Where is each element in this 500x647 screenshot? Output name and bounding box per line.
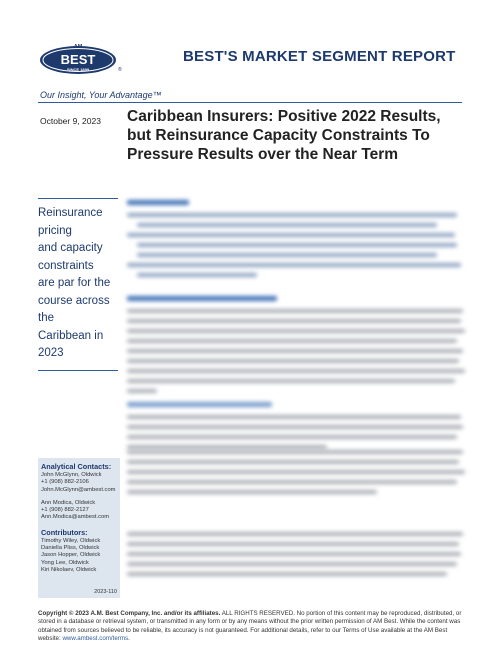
pullquote-line: course across the: [38, 294, 110, 324]
contact-phone: +1 (908) 882-2106: [41, 479, 89, 486]
footer-period: .: [128, 634, 130, 642]
pullquote: [38, 198, 118, 371]
contributor: Jason Hopper, Oldwick: [41, 552, 101, 559]
blurred-section-3: [127, 450, 467, 500]
contacts-box: [38, 458, 120, 598]
svg-text:AM: AM: [73, 44, 83, 50]
blurred-section-1: [127, 296, 467, 399]
am-best-logo: [38, 40, 124, 80]
analytical-contacts-heading: Analytical Contacts:: [41, 462, 112, 471]
report-series-title: BEST'S MARKET SEGMENT REPORT: [183, 48, 456, 65]
page-header: [0, 0, 500, 100]
svg-text:®: ®: [118, 67, 122, 73]
contributors-heading: Contributors:: [41, 527, 88, 537]
blurred-section-4: [127, 532, 467, 582]
blurred-section-2: [127, 402, 467, 455]
contact-name: Ann Modica, Oldwick: [41, 499, 96, 506]
contact-name: John McGlynn, Oldwick: [41, 472, 102, 478]
terms-link[interactable]: www.ambest.com/terms: [62, 634, 129, 642]
header-divider: [38, 102, 462, 103]
contact-email[interactable]: John.McGlynn@ambest.com: [41, 486, 116, 493]
document-number: 2023-110: [94, 589, 117, 595]
rights-text: ALL RIGHTS RESERVED. No portion of this content may be reproduced, distributed, or stored in a database or retrieval system, or transmitted in any form or by any means without the prior written permission of AM Best. While the content was obtained from sources believed to be reliable, its accuracy is not guaranteed. For additional details, refer to our Terms of Use available at the AM Best website:: [38, 610, 462, 642]
blurred-key-takeaways: [127, 200, 467, 283]
report-date: October 9, 2023: [40, 116, 101, 126]
pullquote-line: are par for the: [38, 277, 111, 289]
contributor: Yong Lee, Oldwick: [41, 559, 89, 566]
svg-text:BEST: BEST: [60, 52, 96, 67]
contributor: Kiri Nikolaev, Oldwick: [41, 566, 97, 573]
contributor: Timothy Wiley, Oldwick: [41, 537, 101, 544]
copyright-notice: Copyright © 2023 A.M. Best Company, Inc. and/or its affiliates.: [38, 610, 221, 617]
contact-email[interactable]: Ann.Modica@ambest.com: [41, 514, 110, 521]
tagline: Our Insight, Your Advantage™: [40, 90, 162, 100]
contributor: Daniella Pliss, Oldwick: [41, 545, 100, 552]
pullquote-line: constraints: [38, 259, 94, 272]
pullquote-line: and capacity: [38, 242, 103, 254]
svg-text:SINCE 1899: SINCE 1899: [66, 67, 90, 72]
copyright-footer: [38, 610, 470, 643]
pullquote-line: Reinsurance pricing: [38, 207, 103, 237]
report-title: Caribbean Insurers: Positive 2022 Results, but Reinsurance Capacity Constraints To Pressure Results over the Near Term: [127, 108, 441, 163]
contact-phone: +1 (908) 882-2127: [41, 507, 89, 514]
pullquote-line: Caribbean in 2023: [38, 329, 104, 359]
